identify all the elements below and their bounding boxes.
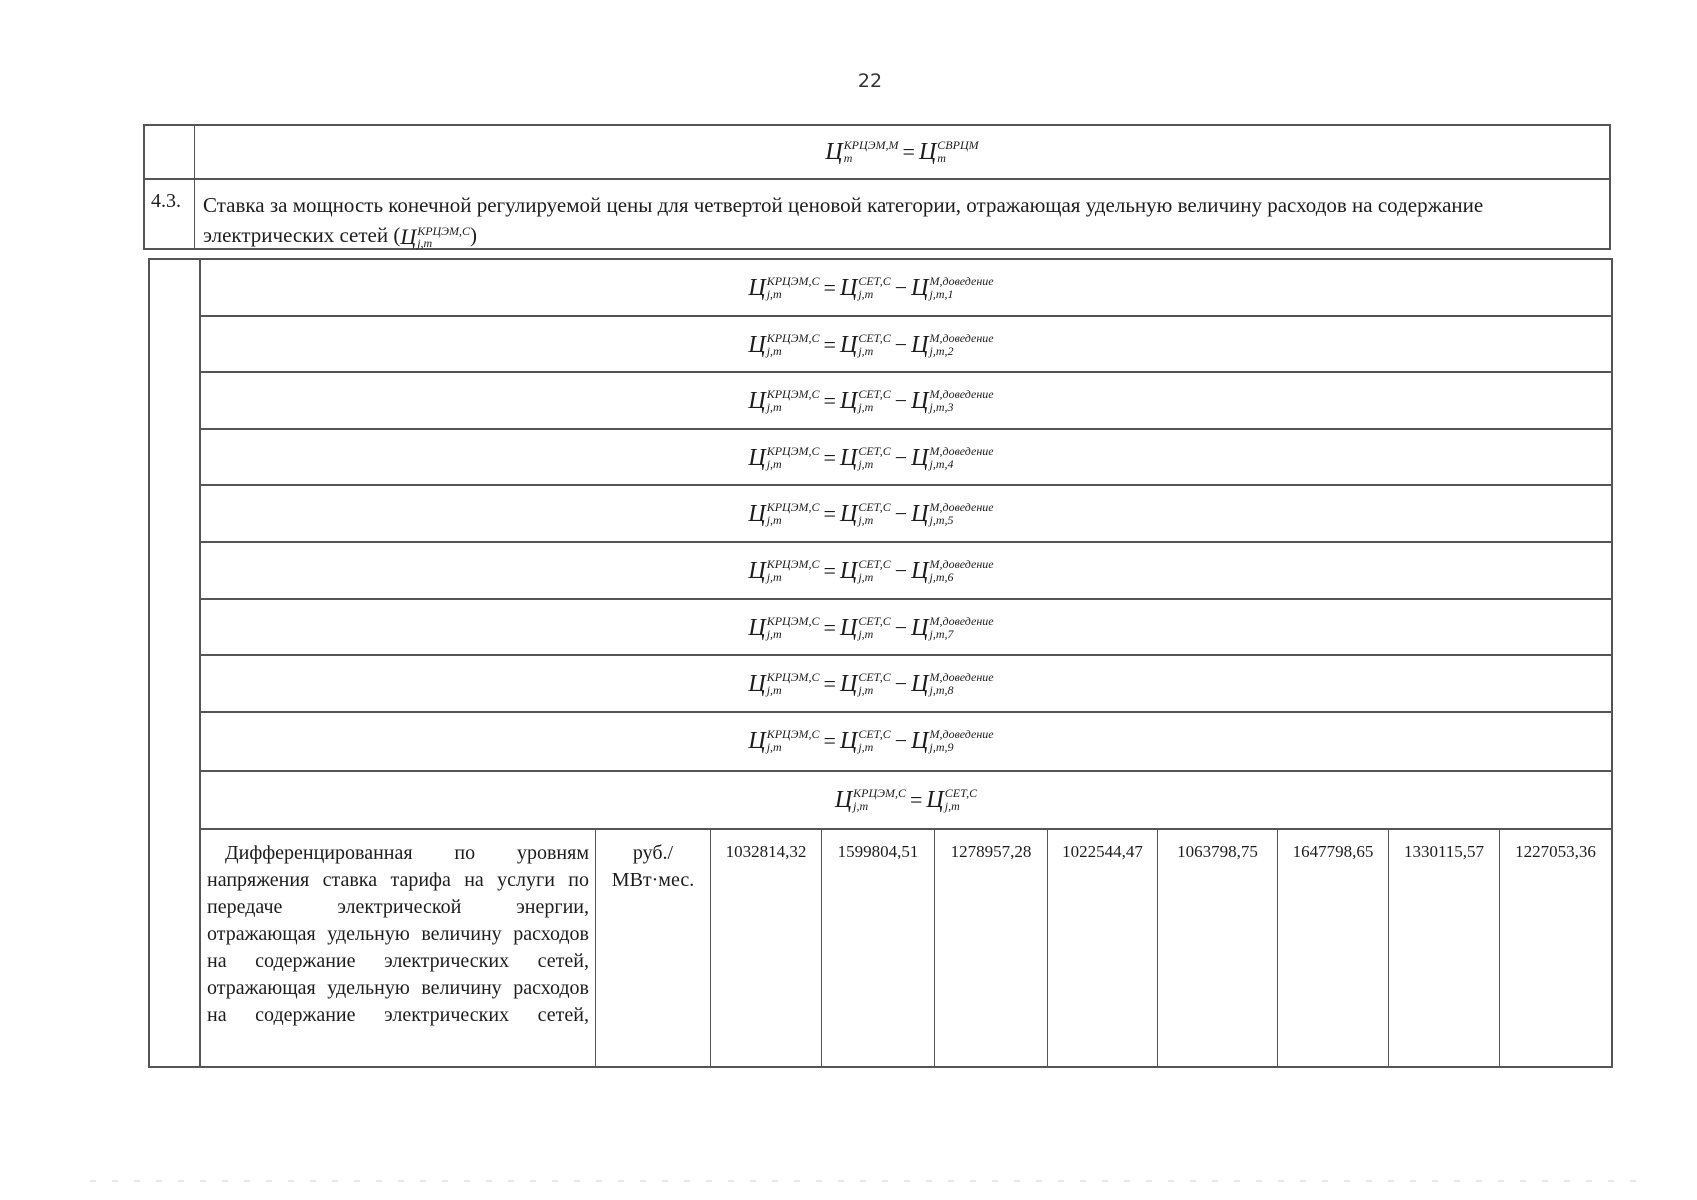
formula-symbol: Ц М,доведение j,m,7 (911, 613, 994, 641)
formula-symbol: Ц КРЦЭМ,С j,m (748, 273, 820, 301)
formula-symbol: Ц КРЦЭМ,С j,m (748, 556, 820, 584)
formula-symbol: Ц КРЦЭМ,М m (825, 138, 899, 165)
formula-symbol: Ц СВРЦМ m (918, 138, 979, 165)
formula-symbol: Ц КРЦЭМ,С j,m (748, 443, 820, 471)
formula-row (201, 543, 1611, 598)
formula-symbol: Ц М,доведение j,m,2 (911, 330, 994, 358)
formula-row (201, 373, 1611, 428)
formula-symbol: Ц КРЦЭМ,С j,m (748, 613, 820, 641)
scan-artifact (90, 1180, 1650, 1182)
tariff-value: 1032814,32 (725, 842, 807, 861)
difference-formula: Ц КРЦЭМ,С j,m = Ц СЕТ,С j,m − Ц М,доведение j,m,8 (748, 669, 994, 697)
section-symbol: Ц КРЦЭМ,С j,m (400, 223, 471, 251)
tariff-value: 1063798,75 (1177, 842, 1258, 861)
formula-row (201, 656, 1611, 711)
simple-formula: Ц КРЦЭМ,С j,m = Ц СЕТ,С j,m (834, 786, 978, 813)
formula-symbol: Ц СЕТ,С j,m (839, 330, 891, 358)
formula-symbol: Ц СЕТ,С j,m (839, 726, 891, 754)
difference-formula: Ц КРЦЭМ,С j,m = Ц СЕТ,С j,m − Ц М,доведение j,m,1 (748, 273, 994, 301)
formula-symbol: Ц СЕТ,С j,m (839, 613, 891, 641)
formula-row (201, 260, 1611, 315)
simple-formula-cell (201, 772, 1611, 828)
tariff-unit: руб./ МВт·мес. (611, 842, 695, 891)
formula-symbol: Ц СЕТ,С j,m (839, 499, 891, 527)
difference-formula: Ц КРЦЭМ,С j,m = Ц СЕТ,С j,m − Ц М,доведение j,m,4 (748, 443, 994, 471)
tariff-description: Дифференцированная по уровням напряжения ставка тарифа на услуги по передаче электрической энергии, отражающая удельную величину расходов на содержание электрических сетей, отражающая удельную величину расходов на содержание электрических сетей, (207, 842, 589, 1026)
formula-symbol: Ц М,доведение j,m,5 (911, 499, 994, 527)
formula-symbol: Ц КРЦЭМ,С j,m (834, 786, 906, 813)
page-number: 22 (857, 70, 883, 92)
difference-formula: Ц КРЦЭМ,С j,m = Ц СЕТ,С j,m − Ц М,доведение j,m,7 (748, 613, 994, 641)
formula-symbol: Ц СЕТ,С j,m (839, 669, 891, 697)
difference-formula: Ц КРЦЭМ,С j,m = Ц СЕТ,С j,m − Ц М,доведение j,m,6 (748, 556, 994, 584)
section-title: Ставка за мощность конечной регулируемой цены для четвертой ценовой категории, отражающая удельную величину расходов на содержание электрических сетей ( Ц КРЦЭМ,С j,m ) (203, 193, 1484, 251)
difference-formula: Ц КРЦЭМ,С j,m = Ц СЕТ,С j,m − Ц М,доведение j,m,9 (748, 726, 994, 754)
formula-row (201, 713, 1611, 768)
formula-symbol: Ц КРЦЭМ,С j,m (748, 330, 820, 358)
difference-formula: Ц КРЦЭМ,С j,m = Ц СЕТ,С j,m − Ц М,доведение j,m,5 (748, 499, 994, 527)
top-formula: Ц КРЦЭМ,М m = Ц СВРЦМ m (825, 138, 979, 165)
tariff-value: 1227053,36 (1515, 842, 1596, 861)
formula-symbol: Ц СЕТ,С j,m (839, 386, 891, 414)
formula-symbol: Ц СЕТ,С j,m (839, 273, 891, 301)
tariff-value: 1647798,65 (1292, 842, 1374, 861)
formula-row (201, 486, 1611, 541)
formula-symbol: Ц СЕТ,С j,m (839, 556, 891, 584)
formula-symbol: Ц КРЦЭМ,С j,m (748, 499, 820, 527)
tariff-value: 1599804,51 (837, 842, 919, 861)
tariff-value: 1022544,47 (1062, 842, 1143, 861)
formula-symbol: Ц М,доведение j,m,4 (911, 443, 994, 471)
formula-symbol: Ц КРЦЭМ,С j,m (748, 669, 820, 697)
difference-formula: Ц КРЦЭМ,С j,m = Ц СЕТ,С j,m − Ц М,доведение j,m,2 (748, 330, 994, 358)
formula-row (201, 317, 1611, 372)
formula-symbol: Ц М,доведение j,m,3 (911, 386, 994, 414)
formula-symbol: Ц КРЦЭМ,С j,m (748, 386, 820, 414)
formula-symbol: Ц М,доведение j,m,9 (911, 726, 994, 754)
formula-symbol: Ц М,доведение j,m,1 (911, 273, 994, 301)
formula-row (201, 600, 1611, 655)
formula-row (201, 430, 1611, 485)
difference-formula: Ц КРЦЭМ,С j,m = Ц СЕТ,С j,m − Ц М,доведение j,m,3 (748, 386, 994, 414)
formula-symbol: Ц М,доведение j,m,8 (911, 669, 994, 697)
tariff-value: 1278957,28 (950, 842, 1032, 861)
formula-symbol: Ц СЕТ,С j,m (839, 443, 891, 471)
tariff-value: 1330115,57 (1403, 842, 1485, 861)
formula-symbol: Ц СЕТ,С j,m (926, 786, 978, 813)
formula-symbol: Ц М,доведение j,m,6 (911, 556, 994, 584)
top-formula-cell (195, 126, 1609, 178)
formula-symbol: Ц КРЦЭМ,С j,m (748, 726, 820, 754)
section-number: 4.3. (151, 190, 181, 212)
